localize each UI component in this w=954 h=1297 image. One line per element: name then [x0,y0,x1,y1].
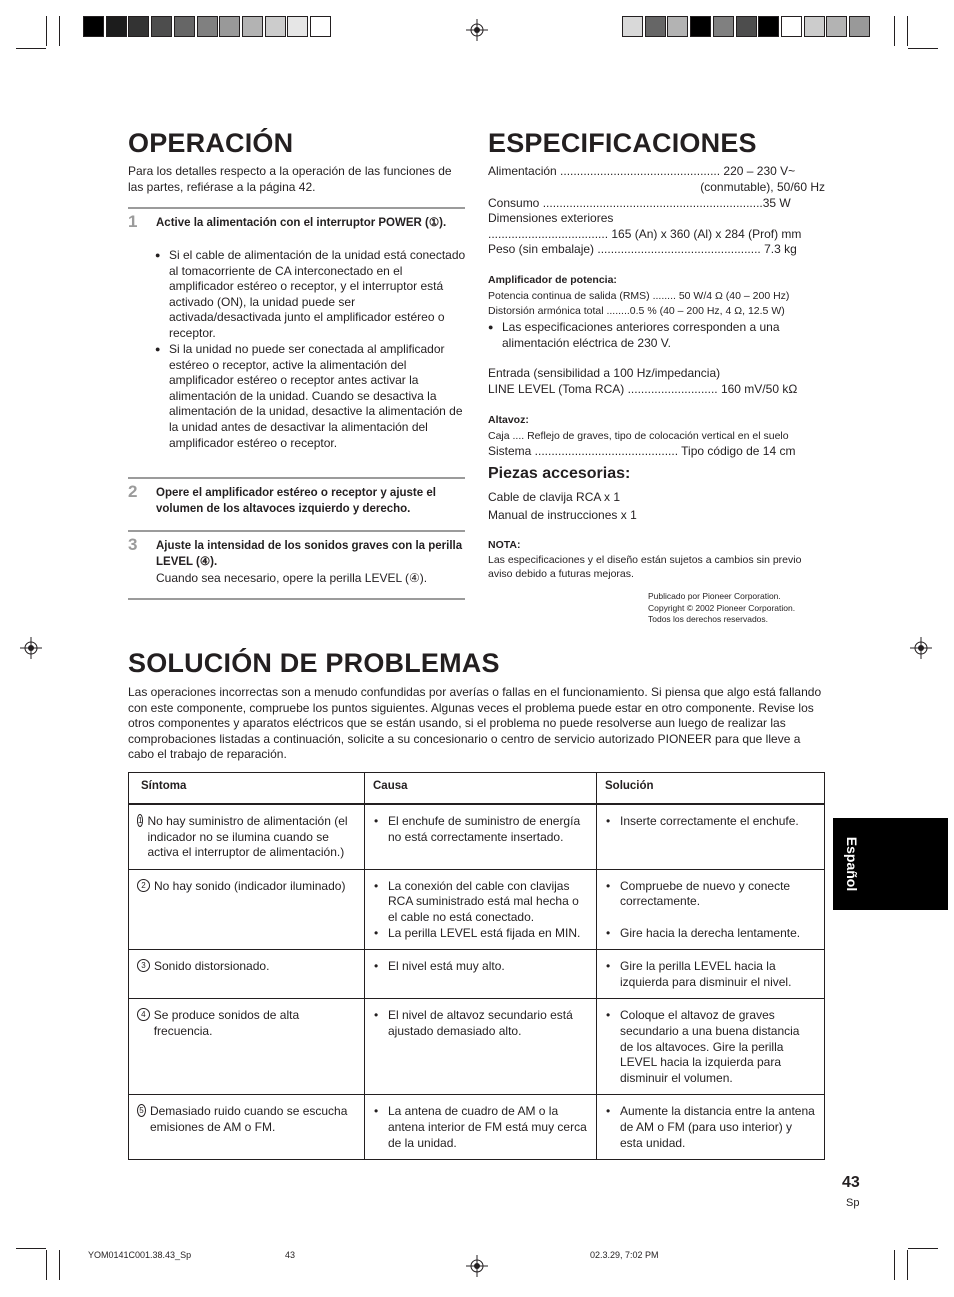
step-1-bullet-2: ● Si la unidad no puede ser conectada al amplificador estéreo o receptor, active la alimentación del amplificador estéreo o receptor antes activar la alimentación de la unidad. Cuando se desactiva la alimentación de la unidad, desactive la alimentación de la unidad antes de desactivar la alimentación del amplificador estéreo o receptor. [155,342,467,451]
spec-alimentacion-cont: (conmutable), 50/60 Hz [700,180,825,194]
footer-page: 43 [285,1250,296,1260]
operacion-intro: Para los detalles respecto a la operación de las funciones de las partes, refiérase a la página 42. [128,164,452,194]
step-number-1: 1 [128,212,138,231]
spec-alimentacion: Alimentación ................................................ 220 – 230 V~ [488,164,796,178]
color-swatch [690,16,711,37]
spec-sistema: Sistema ........................................... Tipo código de 14 cm [488,444,796,458]
step-divider [128,530,465,532]
color-swatch [826,16,847,37]
symptom-text: Sonido distorsionado. [154,959,270,974]
solucion-intro: Las operaciones incorrectas son a menudo confundidas por averías o fallas en el funcionamiento. Si piensa que algo está fallando con este componente, compruebe los puntos siguientes. Algunas veces el problema puede estar en otro componente. Revise los otros componentes y aparatos eléctricos que se están usando, si el problema no puede resolverse aun luego de realizar las comprobaciones listadas a continuación, solicite a su concesionario o centro de servicio autorizado PIONEER para que lleve a cabo el trabajo de reparación. [128,685,822,762]
color-swatch [736,16,757,37]
color-swatch [174,16,195,37]
solution-item: • Inserte correctamente el enchufe. [605,814,816,830]
nota-text: Las especificaciones y el diseño están sujetos a cambios sin previo aviso debido a futuras mejoras. [488,554,802,580]
step-1-title: Active la alimentación con el interruptor POWER (①). [156,217,447,229]
solution-item: • Gire la perilla LEVEL hacia la izquierda para disminuir el nivel. [605,959,816,990]
color-swatch [758,16,779,37]
cause-item: • El nivel de altavoz secundario está ajustado demasiado alto. [373,1008,588,1039]
color-swatch [310,16,331,37]
color-swatch [622,16,643,37]
especificaciones-title: ESPECIFICACIONES [488,128,757,158]
color-swatch [287,16,308,37]
solucion-title: SOLUCIÓN DE PROBLEMAS [128,648,500,678]
cause-item: • El nivel está muy alto. [373,959,588,975]
cause-cell [365,950,597,999]
color-swatch [781,16,802,37]
symptom-number: 3 [137,959,150,972]
step-divider [128,598,465,600]
symptom-text: Demasiado ruido cuando se escucha emisiones de AM o FM. [149,1104,348,1134]
step-number-2: 2 [128,482,138,501]
symptom-number: 2 [137,879,150,892]
symptom-number: 5 [137,1104,146,1117]
table-row [129,869,825,949]
step-1-bullet-1: ● Si el cable de alimentación de la unidad está conectado al tomacorriente de CA interconectado en el amplificador estéreo o receptor, y el interruptor está activado (ON), la unidad puede ser activada/desactivada junto el amplificador estéreo o receptor. [155,248,467,342]
cause-cell [365,804,597,869]
piezas-item: Cable de clavija RCA x 1 [488,490,621,504]
solution-item: • Coloque el altavoz de graves secundario a una buena distancia de los altavoces. Gire la perilla LEVEL hacia la izquierda para disminuir el volumen. [605,1008,816,1086]
table-row [129,950,825,999]
registration-mark-bottom [466,1255,488,1277]
footer-date: 02.3.29, 7:02 PM [590,1250,659,1260]
symptom-text: No hay sonido (indicador iluminado) [154,878,346,893]
troubleshooting-table [128,772,825,1160]
spec-entrada: Entrada (sensibilidad a 100 Hz/impedancia) [488,366,721,380]
color-swatch [645,16,666,37]
nota-heading: NOTA: [488,539,521,551]
registration-mark-left [20,637,42,659]
header-sintoma: Síntoma [129,773,365,805]
symptom-number: 4 [137,1008,150,1021]
cause-item: • La conexión del cable con clavijas RCA suministrado está mal hecha o el cable no está conectado. [373,879,588,926]
color-swatch [106,16,127,37]
color-swatch [151,16,172,37]
color-swatch [667,16,688,37]
spec-dimensiones-label: Dimensiones exteriores [488,211,614,225]
symptom-cell [129,999,365,1095]
spec-distorsion: Distorsión armónica total ........0.5 % (40 – 200 Hz, 4 Ω, 12.5 W) [488,305,785,317]
step-3-title: Ajuste la intensidad de los sonidos graves con la perilla LEVEL (④). [156,540,463,568]
table-row [129,804,825,869]
cause-item: • La perilla LEVEL está fijada en MIN. [373,926,588,942]
language-tab-label: Español [844,836,860,892]
color-swatch [713,16,734,37]
color-swatch [242,16,263,37]
color-swatch [849,16,870,37]
solution-cell [597,999,825,1095]
header-causa: Causa [365,773,597,805]
symptom-cell [129,804,365,869]
symptom-text: No hay suministro de alimentación (el indicador no se ilumina cuando se activa el interruptor de alimentación.) [147,814,348,860]
solution-item: • Aumente la distancia entre la antena de AM o FM (para uso interior) y esta unidad. [605,1104,816,1151]
solution-cell [597,950,825,999]
color-swatch [804,16,825,37]
registration-mark-right [910,637,932,659]
solution-cell [597,869,825,949]
cause-item: • El enchufe de suministro de energía no está correctamente insertado. [373,814,588,845]
spec-amp-note: ● Las especificaciones anteriores corresponden a una alimentación eléctrica de 230 V. [488,320,812,351]
footer-file: YOM0141C001.38.43_Sp [88,1250,192,1260]
step-divider [128,207,465,209]
color-swatch [219,16,240,37]
symptom-cell [129,950,365,999]
page-number: 43 [842,1174,860,1191]
color-swatch [128,16,149,37]
step-divider [128,477,465,479]
spec-altavoz-heading: Altavoz: [488,414,529,426]
symptom-cell [129,869,365,949]
spec-consumo: Consumo ..................................................................35 W [488,196,791,210]
header-solucion: Solución [597,773,825,805]
spec-line-level: LINE LEVEL (Toma RCA) ........................... 160 mV/50 kΩ [488,382,798,396]
operacion-title: OPERACIÓN [128,128,294,158]
cause-cell [365,869,597,949]
solution-cell [597,804,825,869]
table-row [129,1095,825,1160]
symptom-cell [129,1095,365,1160]
symptom-text: Se produce sonidos de alta frecuencia. [153,1008,300,1038]
page-language: Sp [846,1197,860,1209]
spec-potencia: Potencia continua de salida (RMS) ........ 50 W/4 Ω (40 – 200 Hz) [488,290,790,302]
step-number-3: 3 [128,535,138,554]
solution-item: • Gire hacia la derecha lentamente. [605,926,816,942]
color-swatch [265,16,286,37]
table-row [129,999,825,1095]
cause-cell [365,1095,597,1160]
piezas-title: Piezas accesorias: [488,465,631,482]
spec-caja: Caja .... Reflejo de graves, tipo de colocación vertical en el suelo [488,430,789,442]
step-3-note: Cuando sea necesario, opere la perilla LEVEL (④). [156,571,428,585]
cause-cell [365,999,597,1095]
cause-item: • La antena de cuadro de AM o la antena interior de FM está muy cerca de la unidad. [373,1104,588,1151]
piezas-item: Manual de instrucciones x 1 [488,508,637,522]
solution-cell [597,1095,825,1160]
spec-dimensiones-value: .................................... 165 (An) x 360 (Al) x 284 (Prof) mm [488,227,802,241]
spec-peso: Peso (sin embalaje) ................................................. 7.3 kg [488,242,797,256]
color-swatch [83,16,104,37]
step-2-title: Opere el amplificador estéreo o receptor y ajuste el volumen de los altavoces izquierdo y derecho. [156,487,436,515]
symptom-number: 1 [138,816,143,825]
publisher-info: Publicado por Pioneer Corporation. Copyright © 2002 Pioneer Corporation. Todos los derechos reservados. [648,591,796,624]
solution-item: • Compruebe de nuevo y conecte correctamente. [605,879,816,910]
registration-mark-top [466,19,488,41]
spec-amp-heading: Amplificador de potencia: [488,274,617,286]
color-swatch [197,16,218,37]
